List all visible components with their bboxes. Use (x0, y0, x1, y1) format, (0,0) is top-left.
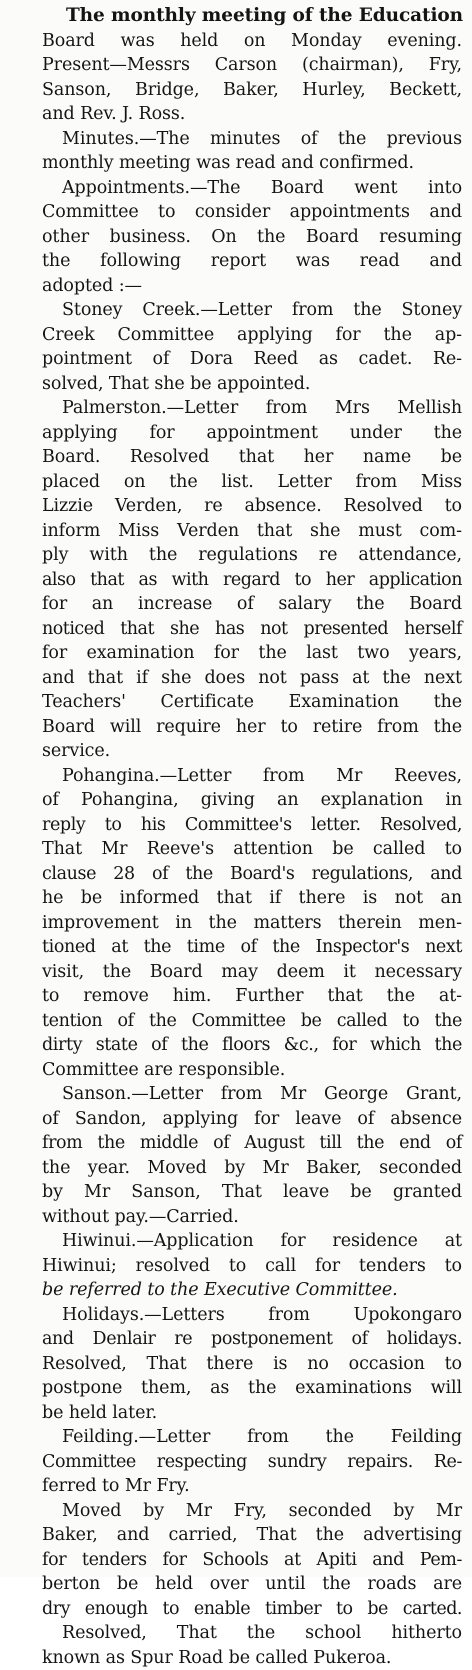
text-line: monthly meeting was read and confirmed. (42, 151, 462, 176)
text-line: That Mr Reeve's attention be called to (42, 837, 462, 862)
text-line: improvement in the matters therein men- (42, 911, 462, 936)
paragraph-palmerston (42, 396, 462, 764)
text-line: the year. Moved by Mr Baker, seconded (42, 1156, 462, 1181)
text-line: berton be held over until the roads are (42, 1572, 462, 1597)
text-line: of Sandon, applying for leave of absence (42, 1107, 462, 1132)
text-line: Feilding.—Letter from the Feilding (42, 1425, 462, 1450)
text-line: without pay.—Carried. (42, 1205, 462, 1230)
text-line: Committee are responsible. (42, 1058, 462, 1083)
text-line: Teachers' Certificate Examination the (42, 690, 462, 715)
text-line: Minutes.—The minutes of the previous (42, 127, 462, 152)
text-line: Board will require her to retire from the (42, 715, 462, 740)
text-line: postpone them, as the examinations will (42, 1376, 462, 1401)
text-line: and that if she does not pass at the next (42, 666, 462, 691)
text-line: dry enough to enable timber to be carted. (42, 1597, 462, 1622)
text-line: Sanson, Bridge, Baker, Hurley, Beckett, (42, 78, 462, 103)
text-line: tioned at the time of the Inspector's next (42, 935, 462, 960)
paragraph-tenders (42, 1499, 462, 1622)
text-line: adopted :— (42, 274, 462, 299)
text-line: placed on the list. Letter from Miss (42, 470, 462, 495)
paragraph-sanson (42, 1082, 462, 1229)
text-line: other business. On the Board resuming (42, 225, 462, 250)
text-line: Board was held on Monday evening. (42, 29, 462, 54)
text-line: Lizzie Verden, re absence. Resolved to (42, 494, 462, 519)
text-line: also that as with regard to her application (42, 568, 462, 593)
text-line: inform Miss Verden that she must com- (42, 519, 462, 544)
text-line: of Pohangina, giving an explanation in (42, 788, 462, 813)
paragraph-appointments (42, 176, 462, 299)
text-line: Sanson.—Letter from Mr George Grant, (42, 1082, 462, 1107)
text-line: Creek Committee applying for the ap- (42, 323, 462, 348)
text-line: and Rev. J. Ross. (42, 102, 462, 127)
text-line: be held later. (42, 1401, 462, 1426)
text-line: pointment of Dora Reed as cadet. Re- (42, 347, 462, 372)
paragraph-pohangina (42, 764, 462, 1083)
text-line: for examination for the last two years, (42, 641, 462, 666)
paragraph-intro (42, 4, 462, 127)
text-line: Resolved, That there is no occasion to (42, 1352, 462, 1377)
text-line: dirty state of the floors &c., for which the (42, 1033, 462, 1058)
text-line: to remove him. Further that the at- (42, 984, 462, 1009)
text-line: Committee to consider appointments and (42, 200, 462, 225)
paragraph-feilding (42, 1425, 462, 1499)
text-line: tention of the Committee be called to the (42, 1009, 462, 1034)
paragraph-minutes (42, 127, 462, 176)
text-line: by Mr Sanson, That leave be granted (42, 1180, 462, 1205)
paragraph-holidays (42, 1303, 462, 1426)
text-line: for an increase of salary the Board (42, 592, 462, 617)
text-line: Hiwinui; resolved to call for tenders to (42, 1254, 462, 1279)
paragraph-hiwinui (42, 1229, 462, 1303)
text-line: Board. Resolved that her name be (42, 445, 462, 470)
text-line: Appointments.—The Board went into (42, 176, 462, 201)
text-line: Baker, and carried, That the advertising (42, 1523, 462, 1548)
text-line: Moved by Mr Fry, seconded by Mr (42, 1499, 462, 1524)
text-line: Holidays.—Letters from Upokongaro (42, 1303, 462, 1328)
text-line: Present—Messrs Carson (chairman), Fry, (42, 53, 462, 78)
text-line: Resolved, That the school hitherto (42, 1621, 462, 1646)
text-line: visit, the Board may deem it necessary (42, 960, 462, 985)
text-line: Palmerston.—Letter from Mrs Mellish (42, 396, 462, 421)
text-line: noticed that she has not presented herself (42, 617, 462, 642)
text-line: and Denlair re postponement of holidays. (42, 1327, 462, 1352)
text-line: Hiwinui.—Application for residence at (42, 1229, 462, 1254)
article-column (42, 4, 462, 1670)
text-line: he be informed that if there is not an (42, 886, 462, 911)
text-line: reply to his Committee's letter. Resolved, (42, 813, 462, 838)
text-line: The monthly meeting of the Education (42, 4, 462, 29)
text-line: Pohangina.—Letter from Mr Reeves, (42, 764, 462, 789)
text-line: from the middle of August till the end of (42, 1131, 462, 1156)
text-line: clause 28 of the Board's regulations, and (42, 862, 462, 887)
text-line: solved, That she be appointed. (42, 372, 462, 397)
text-line: for tenders for Schools at Apiti and Pem- (42, 1548, 462, 1573)
text-line: known as Spur Road be called Pukeroa. (42, 1646, 462, 1670)
text-line: applying for appointment under the (42, 421, 462, 446)
text-line: the following report was read and (42, 249, 462, 274)
text-line: Committee respecting sundry repairs. Re- (42, 1450, 462, 1475)
paragraph-stoney-creek (42, 298, 462, 396)
text-line: Stoney Creek.—Letter from the Stoney (42, 298, 462, 323)
text-line: be referred to the Executive Committee. (42, 1278, 462, 1303)
paragraph-spur-road (42, 1621, 462, 1670)
text-line: ferred to Mr Fry. (42, 1474, 462, 1499)
text-line: ply with the regulations re attendance, (42, 543, 462, 568)
text-line: service. (42, 739, 462, 764)
